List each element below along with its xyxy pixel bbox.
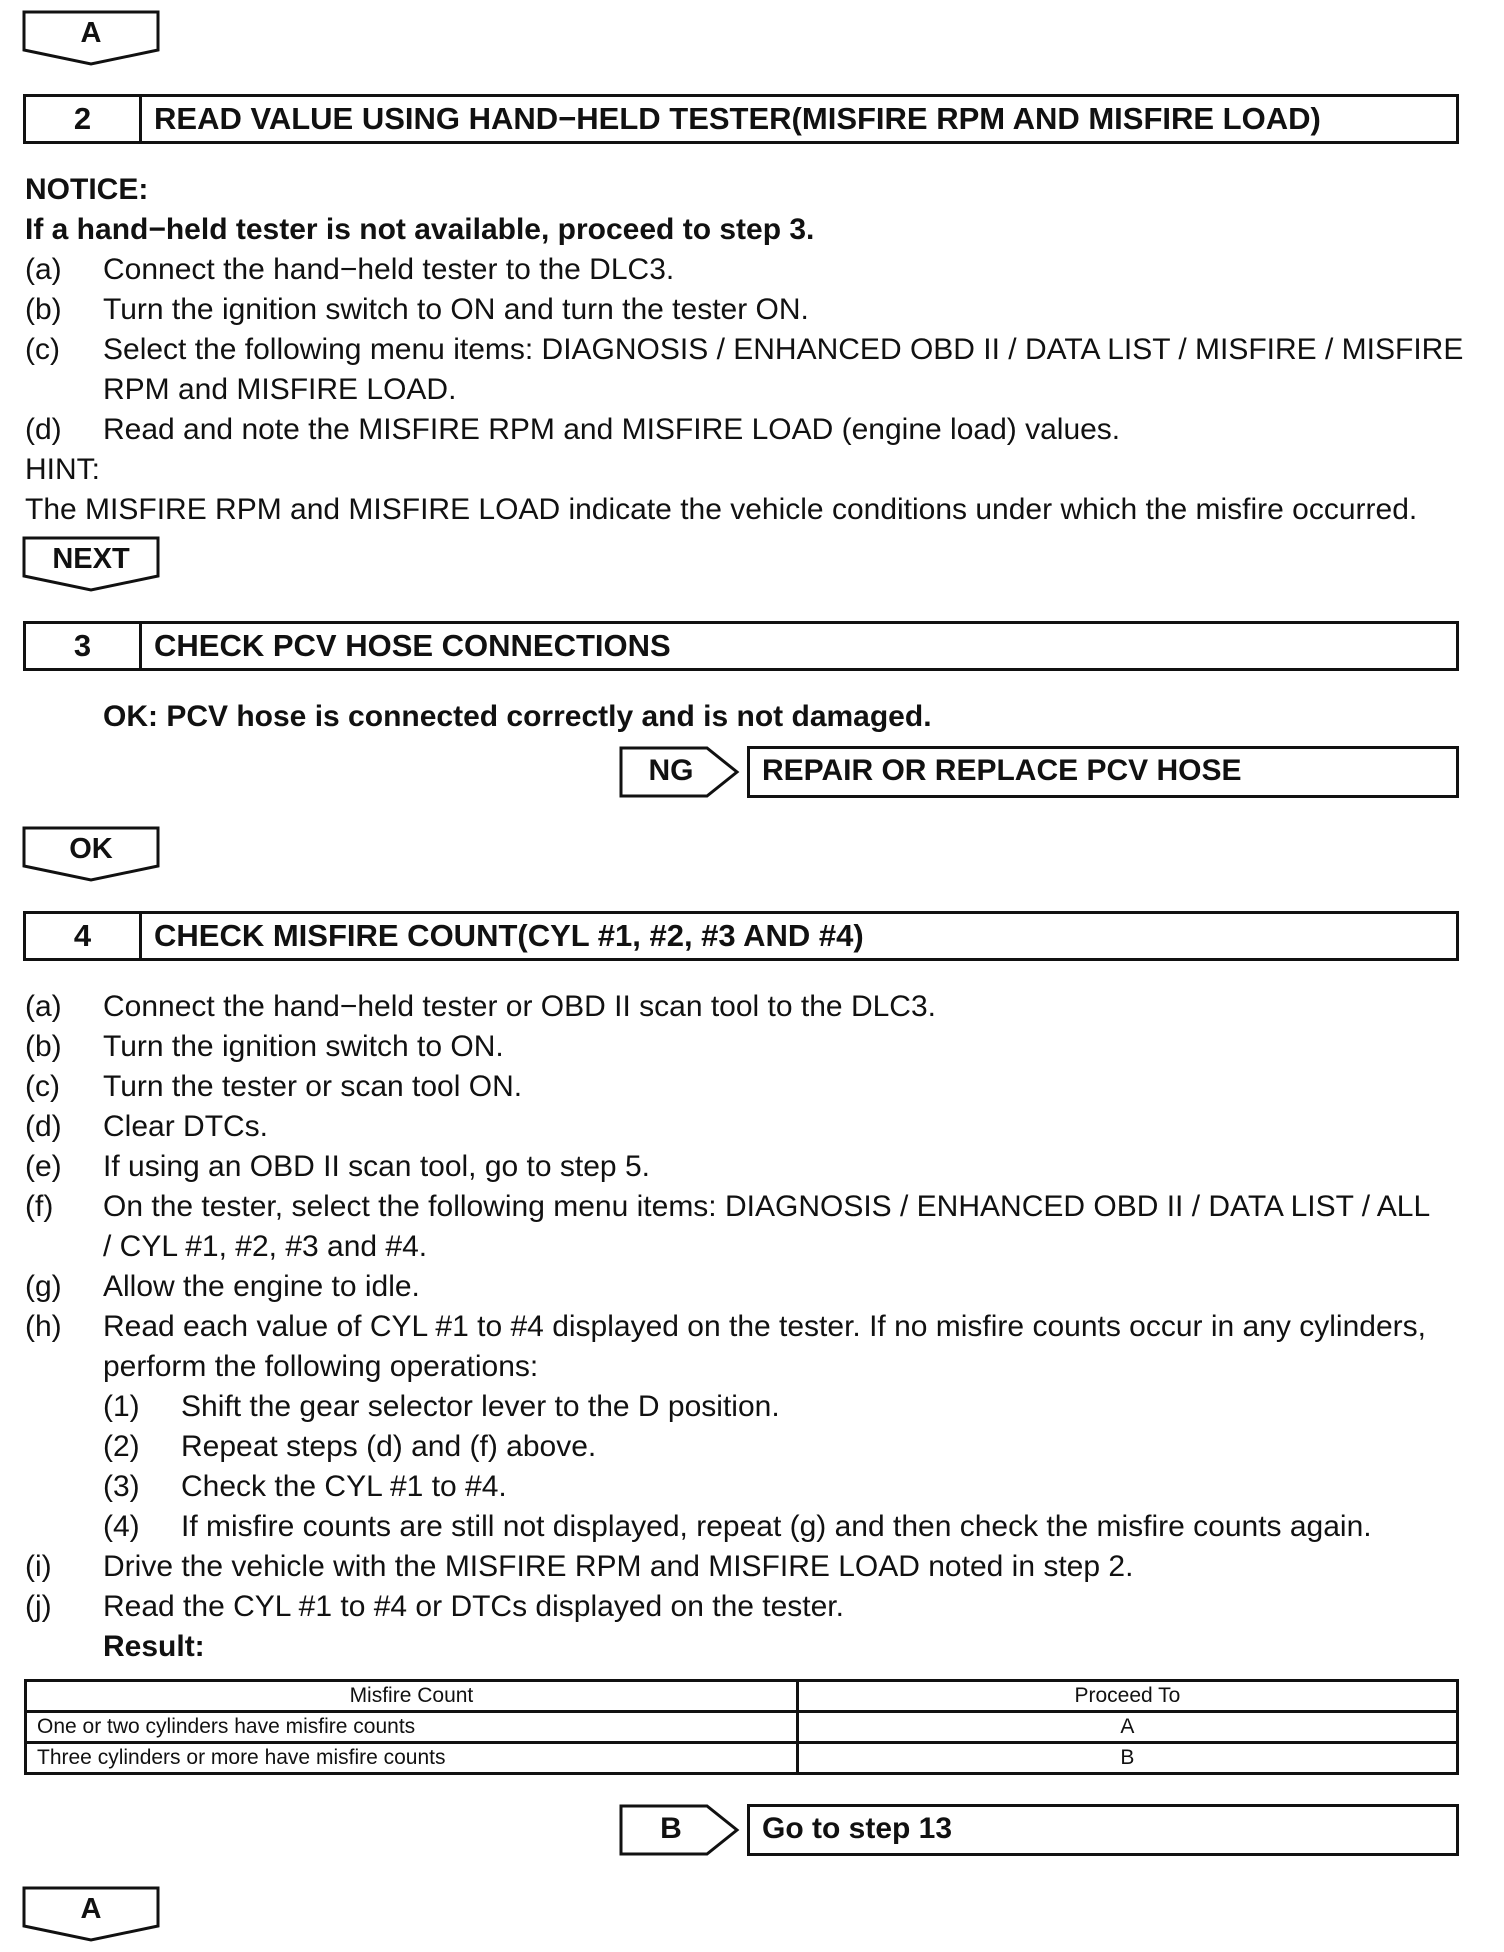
notice-text: If a hand−held tester is not available, proceed to step 3. xyxy=(25,213,815,246)
step-2-header xyxy=(23,94,1459,144)
list-text: Connect the hand−held tester to the DLC3. xyxy=(103,253,675,286)
step-number: 4 xyxy=(26,914,142,958)
list-text: On the tester, select the following menu items: DIAGNOSIS / ENHANCED OBD II / DATA LIST / ALL xyxy=(103,1190,1431,1223)
list-marker: (b) xyxy=(25,293,62,326)
flow-tag-label: A xyxy=(80,1893,102,1925)
ng-arrow-tag xyxy=(619,746,741,798)
result-label: Result: xyxy=(103,1630,205,1663)
table-header: Misfire Count xyxy=(26,1681,798,1712)
list-marker: (d) xyxy=(25,413,62,446)
b-arrow-tag xyxy=(619,1804,741,1856)
table-cell: One or two cylinders have misfire counts xyxy=(26,1712,798,1743)
list-text: RPM and MISFIRE LOAD. xyxy=(103,373,457,406)
step-3-header xyxy=(23,621,1459,671)
b-action-box: Go to step 13 xyxy=(747,1804,1459,1856)
ng-action-box: REPAIR OR REPLACE PCV HOSE xyxy=(747,746,1459,798)
flow-tag-a-bottom xyxy=(22,1886,160,1942)
table-header: Proceed To xyxy=(797,1681,1457,1712)
list-text: Read and note the MISFIRE RPM and MISFIRE LOAD (engine load) values. xyxy=(103,413,1121,446)
step-4-header xyxy=(23,911,1459,961)
list-text: Allow the engine to idle. xyxy=(103,1270,420,1303)
list-text: If using an OBD II scan tool, go to step 5. xyxy=(103,1150,650,1183)
step-title: CHECK PCV HOSE CONNECTIONS xyxy=(154,628,671,663)
list-marker: (g) xyxy=(25,1270,62,1303)
flow-tag-label: NEXT xyxy=(52,543,130,575)
b-label: B xyxy=(660,1812,682,1845)
list-marker: (1) xyxy=(103,1390,140,1423)
list-marker: (j) xyxy=(25,1590,52,1623)
list-text: Shift the gear selector lever to the D position. xyxy=(181,1390,780,1423)
table-cell: Three cylinders or more have misfire counts xyxy=(26,1743,798,1774)
list-text: Drive the vehicle with the MISFIRE RPM and MISFIRE LOAD noted in step 2. xyxy=(103,1550,1134,1583)
table-header-row xyxy=(26,1681,1458,1712)
list-marker: (2) xyxy=(103,1430,140,1463)
list-marker: (d) xyxy=(25,1110,62,1143)
list-text: If misfire counts are still not displayed, repeat (g) and then check the misfire counts again. xyxy=(181,1510,1372,1543)
list-marker: (4) xyxy=(103,1510,140,1543)
ok-criteria: OK: PCV hose is connected correctly and is not damaged. xyxy=(103,700,932,733)
list-text: Repeat steps (d) and (f) above. xyxy=(181,1430,597,1463)
list-text: Read the CYL #1 to #4 or DTCs displayed on the tester. xyxy=(103,1590,844,1623)
table-cell: A xyxy=(797,1712,1457,1743)
list-marker: (c) xyxy=(25,1070,60,1103)
step-number: 3 xyxy=(26,624,142,668)
list-text: Turn the ignition switch to ON. xyxy=(103,1030,504,1063)
list-marker: (i) xyxy=(25,1550,52,1583)
flow-tag-label: OK xyxy=(69,833,113,865)
list-marker: (3) xyxy=(103,1470,140,1503)
list-text: / CYL #1, #2, #3 and #4. xyxy=(103,1230,428,1263)
list-text: Turn the ignition switch to ON and turn the tester ON. xyxy=(103,293,809,326)
list-marker: (b) xyxy=(25,1030,62,1063)
list-marker: (e) xyxy=(25,1150,62,1183)
notice-label: NOTICE: xyxy=(25,173,149,206)
list-marker: (a) xyxy=(25,253,62,286)
flow-tag-ok xyxy=(22,826,160,882)
flow-tag-a-top xyxy=(22,10,160,66)
list-text: Check the CYL #1 to #4. xyxy=(181,1470,507,1503)
step-title: CHECK MISFIRE COUNT(CYL #1, #2, #3 AND #4) xyxy=(154,918,864,953)
list-marker: (c) xyxy=(25,333,60,366)
flow-tag-label: A xyxy=(80,17,102,49)
list-marker: (f) xyxy=(25,1190,54,1223)
list-text: Select the following menu items: DIAGNOSIS / ENHANCED OBD II / DATA LIST / MISFIRE / MISFIRE xyxy=(103,333,1464,366)
list-text: Clear DTCs. xyxy=(103,1110,269,1143)
table-row xyxy=(26,1712,1458,1743)
list-text: Turn the tester or scan tool ON. xyxy=(103,1070,523,1103)
list-text: perform the following operations: xyxy=(103,1350,539,1383)
flow-tag-next xyxy=(22,536,160,592)
step-number: 2 xyxy=(26,97,142,141)
list-marker: (h) xyxy=(25,1310,62,1343)
result-table xyxy=(24,1679,1459,1775)
hint-label: HINT: xyxy=(25,453,100,486)
list-text: Read each value of CYL #1 to #4 displayed on the tester. If no misfire counts occur in any cylinders, xyxy=(103,1310,1426,1343)
table-row xyxy=(26,1743,1458,1774)
table-cell: B xyxy=(797,1743,1457,1774)
list-marker: (a) xyxy=(25,990,62,1023)
ng-label: NG xyxy=(648,754,694,787)
hint-text: The MISFIRE RPM and MISFIRE LOAD indicate the vehicle conditions under which the misfire occurred. xyxy=(25,493,1418,526)
step-title: READ VALUE USING HAND−HELD TESTER(MISFIRE RPM AND MISFIRE LOAD) xyxy=(154,101,1321,136)
list-text: Connect the hand−held tester or OBD II scan tool to the DLC3. xyxy=(103,990,936,1023)
